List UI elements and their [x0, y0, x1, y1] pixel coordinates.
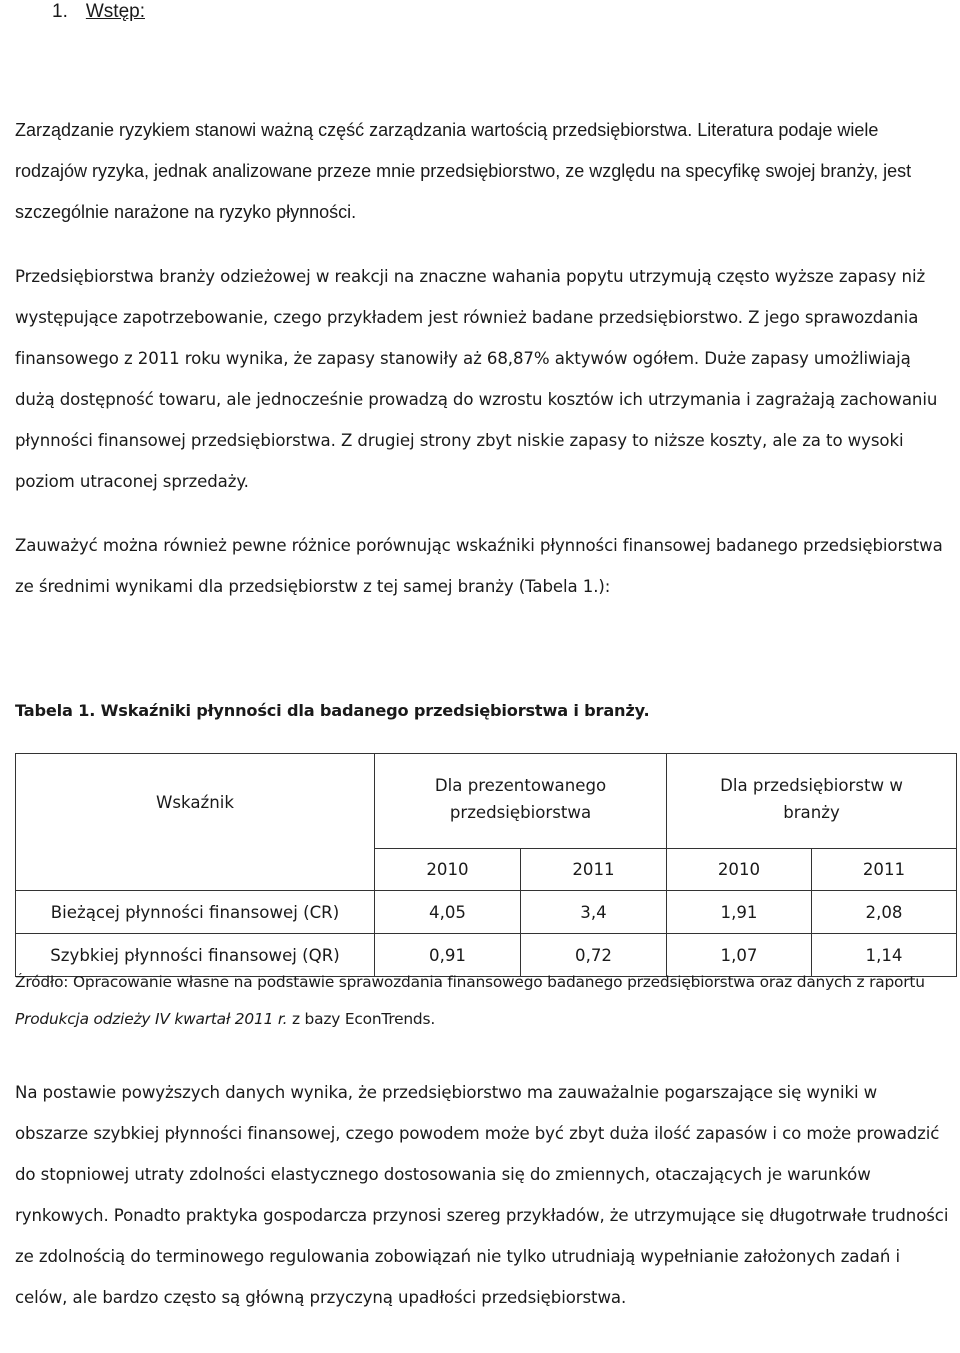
section-title: Wstęp:: [85, 1, 145, 22]
value-cell: 1,91: [667, 891, 812, 934]
header-indicator: Wskaźnik: [16, 754, 375, 891]
value-cell: 1,14: [811, 934, 956, 977]
row-label: Szybkiej płynności finansowej (QR): [16, 934, 375, 977]
inventory-paragraph: Przedsiębiorstwa branży odzieżowej w reakcji na znaczne wahania popytu utrzymują często wyższe zapasy niż występujące zapotrzebowanie, czego przykładem jest również badane przedsiębiorstwo. Z jego sprawozdania finansowego z 2011 roku wynika, że zapasy stanowiły aż 68,87% aktywów ogółem. Duże zapasy umożliwiają dużą dostępność towaru, ale jednocześnie prowadzą do wzrostu kosztów ich utrzymania i zagrażają zachowaniu płynności finansowej przedsiębiorstwa. Z drugiej strony zbyt niskie zapasy to niższe koszty, ale za to wysoki poziom utraconej sprzedaży.: [15, 267, 938, 491]
year-cell: 2010: [375, 849, 521, 891]
intro-paragraph: Zarządzanie ryzykiem stanowi ważną część zarządzania wartością przedsiębiorstwa. Literatura podaje wiele rodzajów ryzyka, jednak analizowane przeze mnie przedsiębiorstwo, ze względu na specyfikę swojej branży, jest szczególnie narażone na ryzyko płynności.: [15, 120, 912, 222]
table-source-note: [15, 964, 950, 1038]
table-header-row: [16, 754, 957, 800]
source-report-title: Produkcja odzieży IV kwartał 2011 r.: [15, 1010, 288, 1028]
value-cell: 2,08: [811, 891, 956, 934]
source-text-end: z bazy EconTrends.: [287, 1010, 436, 1028]
section-heading: [52, 0, 145, 24]
value-cell: 0,91: [375, 934, 521, 977]
section-number: 1.: [52, 1, 68, 22]
header-industry-line1: Dla przedsiębiorstw w: [667, 754, 957, 800]
conclusion-paragraph: Na postawie powyższych danych wynika, że przedsiębiorstwo ma zauważalnie pogarszające się wyniki w obszarze szybkiej płynności finansowej, czego powodem może być zbyt duża ilość zapasów i co może prowadzić do stopniowej utraty zdolności elastycznego dostosowania się do zmiennych, otaczających je warunków rynkowych. Ponadto praktyka gospodarcza przynosi szereg przykładów, że utrzymujące się długotrwałe trudności ze zdolnością do terminowego regulowania zobowiązań nie tylko utrudniają wypełnianie założonych zadań i celów, ale bardzo często są główną przyczyną upadłości przedsiębiorstwa.: [15, 1083, 949, 1307]
header-company-line1: Dla prezentowanego: [375, 754, 667, 800]
table-caption: Tabela 1. Wskaźniki płynności dla badanego przedsiębiorstwa i branży.: [15, 701, 650, 720]
value-cell: 1,07: [667, 934, 812, 977]
header-industry-line2: branży: [667, 799, 957, 849]
table-row: [16, 891, 957, 934]
year-cell: 2011: [811, 849, 956, 891]
comparison-paragraph: Zauważyć można również pewne różnice porównując wskaźniki płynności finansowej badanego przedsiębiorstwa ze średnimi wynikami dla przedsiębiorstw z tej samej branży (Tabela 1.):: [15, 536, 943, 596]
row-label: Bieżącej płynności finansowej (CR): [16, 891, 375, 934]
header-company-line2: przedsiębiorstwa: [375, 799, 667, 849]
value-cell: 3,4: [521, 891, 667, 934]
year-cell: 2010: [667, 849, 812, 891]
year-cell: 2011: [521, 849, 667, 891]
source-text: Źródło: Opracowanie własne na podstawie sprawozdania finansowego badanego przedsiębiorstwa oraz danych z raportu: [15, 973, 925, 991]
liquidity-table: [15, 753, 957, 977]
value-cell: 0,72: [521, 934, 667, 977]
value-cell: 4,05: [375, 891, 521, 934]
